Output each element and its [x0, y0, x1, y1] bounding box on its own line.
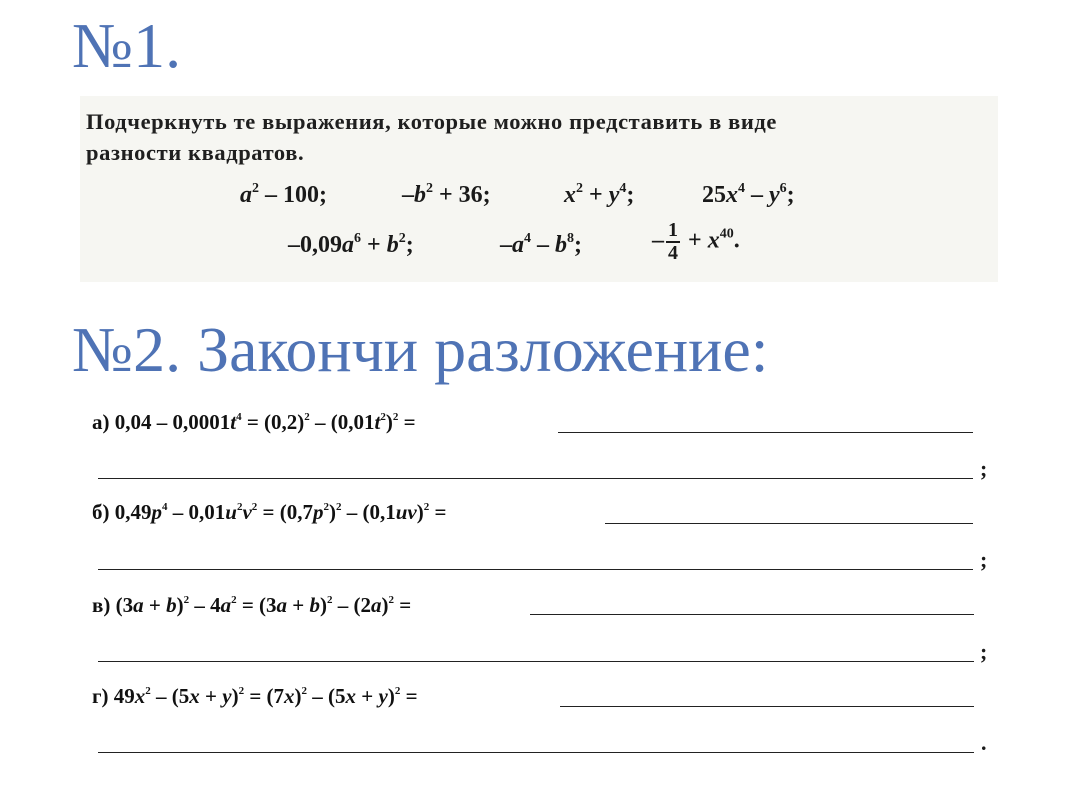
answer-line-a1[interactable] — [558, 432, 973, 433]
end-mark-a: ; — [980, 456, 988, 481]
expression-3[interactable]: $x^2 + y^4$; — [564, 181, 635, 208]
expression-4[interactable]: $25x^4 - y^6$; — [702, 181, 795, 208]
answer-line-c1[interactable] — [530, 614, 974, 615]
answer-line-a2[interactable] — [98, 478, 973, 479]
task2-item-a: а) $0,04 - 0,0001t^4 = (0,2)^2 - (0,01t^2)^2$ = — [92, 410, 416, 434]
answer-line-d2[interactable] — [98, 752, 974, 753]
instruction-line-2: разности квадратов. — [86, 140, 305, 165]
end-mark-c: ; — [980, 639, 988, 664]
expression-7[interactable]: – $\frac{1}{4}$ + $x^{40}$. — [652, 219, 740, 264]
answer-line-b1[interactable] — [605, 523, 973, 524]
task1-instruction — [86, 106, 998, 168]
task2-heading: №2. Закончи разложение: — [72, 314, 769, 385]
task2-item-b: б) $0,49p^4 - 0,01u^2v^2 = (0,7p^2)^2 - (0,1uv)^2$ = — [92, 500, 447, 524]
answer-line-b2[interactable] — [98, 569, 973, 570]
end-mark-b: ; — [980, 547, 988, 572]
answer-line-d1[interactable] — [560, 706, 974, 707]
answer-line-c2[interactable] — [98, 661, 974, 662]
end-mark-d: . — [981, 730, 987, 755]
instruction-line-1: Подчеркнуть те выражения, которые можно представить в виде — [86, 109, 777, 134]
fraction: $\frac{1}{4}$ — [668, 219, 678, 264]
task1-heading: №1. — [72, 10, 182, 81]
expression-1[interactable]: $a^2 - 100$; — [240, 181, 327, 208]
expression-2[interactable]: $-b^2 + 36$; — [402, 181, 491, 208]
expression-5[interactable]: $-0,09a^6 + b^2$; — [288, 231, 414, 258]
task2-item-c: в) $(3a + b)^2 - 4a^2 = (3a + b)^2 - (2a)^2$ = — [92, 593, 412, 617]
task2-item-d: г) $49x^2 - (5x + y)^2 = (7x)^2 - (5x + y)^2$ = — [92, 684, 418, 708]
task1-box — [80, 96, 998, 282]
expression-6[interactable]: $-a^4 - b^8$; — [500, 231, 582, 258]
